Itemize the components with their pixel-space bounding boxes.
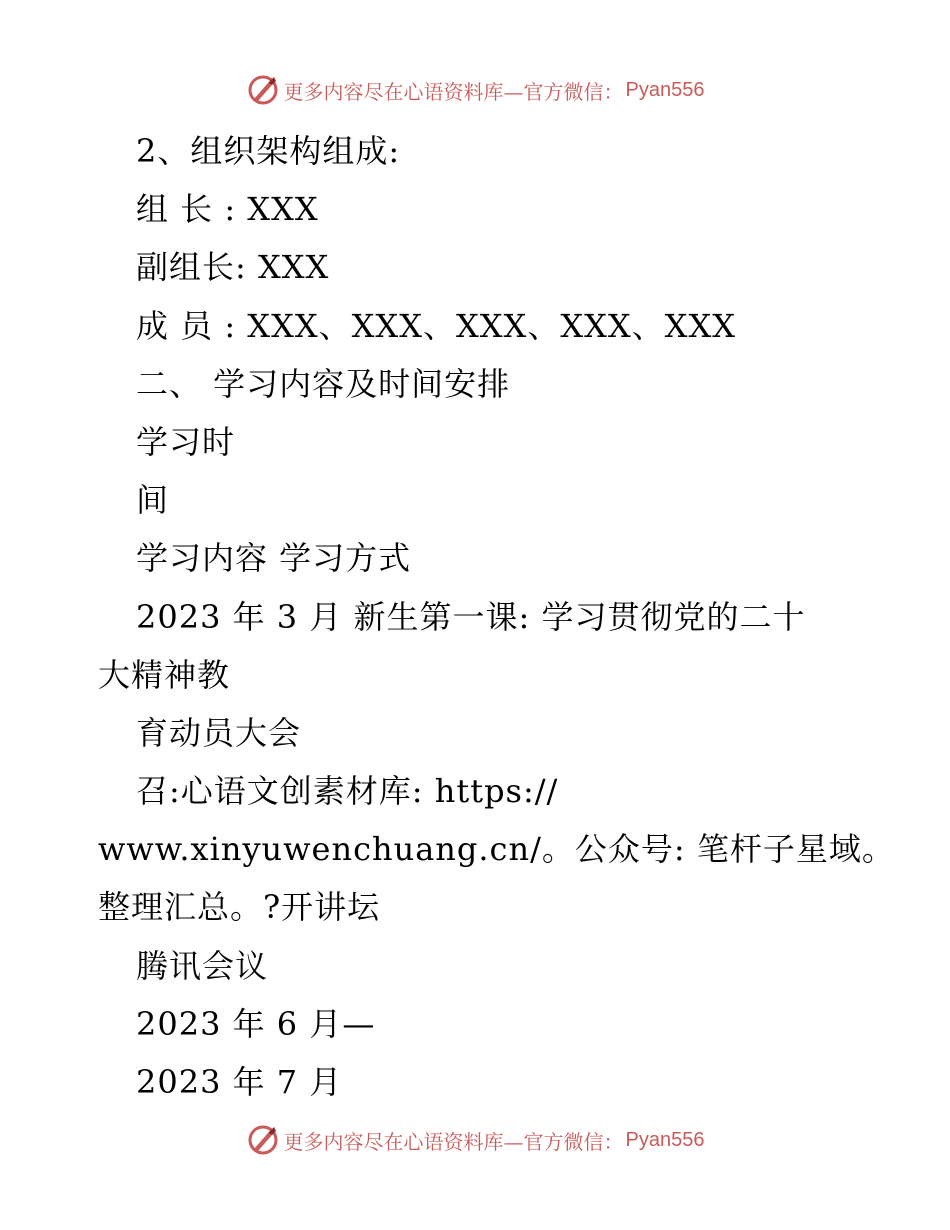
watermark-wechat-id: Pyan556 [625, 1128, 705, 1151]
watermark-wechat-id: Pyan556 [625, 78, 705, 101]
text-line: 副组长: XXX [136, 248, 330, 287]
text-line: 整理汇总。?开讲坛 [98, 888, 381, 927]
text-line: 间 [136, 481, 170, 520]
text-line: 组 长 : XXX [136, 190, 319, 229]
header-watermark [0, 70, 950, 110]
text-line: 学习时 [136, 422, 236, 461]
text-line: 2023 年 3 月 新生第一课: 学习贯彻党的二十 [136, 597, 806, 636]
text-line: 育动员大会 [136, 713, 302, 752]
footer-watermark [0, 1120, 950, 1160]
text-line: 二、 学习内容及时间安排 [136, 364, 511, 403]
text-line: 召:心语文创素材库: https:// [136, 772, 559, 811]
pen-logo-icon [246, 73, 280, 107]
text-line: 2023 年 7 月 [136, 1063, 343, 1101]
document-body [98, 122, 895, 1111]
text-line: 2、组织架构组成: [136, 132, 401, 170]
watermark-text: 更多内容尽在心语资料库—官方微信： [283, 79, 624, 104]
watermark-text: 更多内容尽在心语资料库—官方微信： [283, 1129, 624, 1154]
text-line: 大精神教 [98, 655, 231, 694]
text-line: www.xinyuwenchuang.cn/。公众号: 笔杆子星域。 [98, 830, 895, 869]
pen-logo-icon [246, 1123, 280, 1157]
text-line: 成 员 : XXX、XXX、XXX、XXX、XXX [136, 306, 737, 345]
text-line: 学习内容 学习方式 [136, 539, 412, 578]
text-line: 腾讯会议 [136, 946, 269, 985]
text-line: 2023 年 6 月— [136, 1004, 376, 1043]
